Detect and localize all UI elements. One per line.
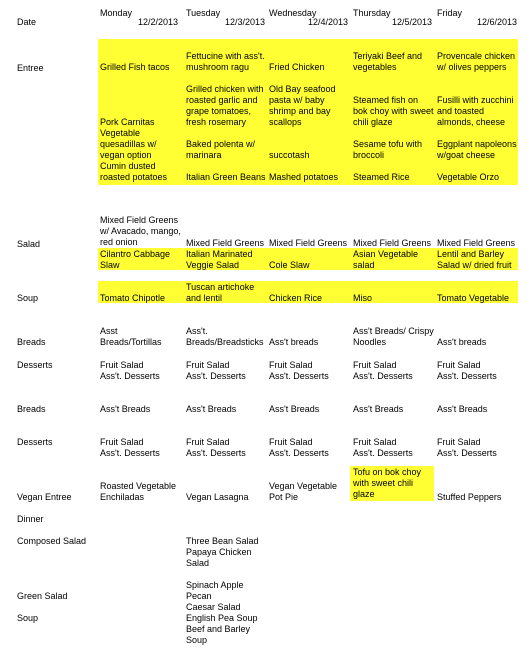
row-label-composed-salad: Composed Salad bbox=[17, 536, 87, 546]
salad-tue-2: Italian Marinated Veggie Salad bbox=[186, 249, 253, 270]
desserts1-tue: Fruit Salad Ass't. Desserts bbox=[186, 360, 246, 381]
day-header-tuesday: Tuesday bbox=[186, 8, 221, 18]
desserts1-wed: Fruit Salad Ass't. Desserts bbox=[269, 360, 329, 381]
desserts2-wed: Fruit Salad Ass't. Desserts bbox=[269, 437, 329, 458]
vegan-tue: Vegan Lasagna bbox=[186, 492, 249, 502]
row-label-dinner: Dinner bbox=[17, 514, 44, 524]
salad-thu-1: Mixed Field Greens bbox=[353, 238, 432, 248]
salad-fri-2: Lentil and Barley Salad w/ dried fruit bbox=[437, 249, 512, 270]
row-label-breads-2: Breads bbox=[17, 404, 46, 414]
row-label-soup: Soup bbox=[17, 293, 39, 303]
breads1-mon: Asst Breads/Tortillas bbox=[100, 326, 162, 347]
date-monday: 12/2/2013 bbox=[137, 17, 178, 27]
salad-thu-2: Asian Vegetable salad bbox=[353, 249, 419, 270]
date-wednesday: 12/4/2013 bbox=[307, 17, 348, 27]
soup-wed: Chicken Rice bbox=[269, 293, 323, 303]
breads1-tue: Ass't. Breads/Breadsticks bbox=[186, 326, 264, 347]
desserts1-thu: Fruit Salad Ass't. Desserts bbox=[353, 360, 413, 381]
soup-thu: Miso bbox=[353, 293, 373, 303]
entree-fri-2: Fusilli with zucchini and toasted almonds, cheese bbox=[437, 95, 514, 127]
entree-wed-2: Old Bay seafood pasta w/ baby shrimp and bay scallops bbox=[269, 84, 336, 127]
entree-mon-3: Pork Carnitas Vegetable quesadillas w/ vegan option Cumin dusted roasted potatoes bbox=[100, 117, 168, 182]
salad-tue-1: Mixed Field Greens bbox=[186, 238, 265, 248]
row-label-breads-1: Breads bbox=[17, 337, 46, 347]
entree-wed-1: Fried Chicken bbox=[269, 62, 325, 72]
row-label-desserts-2: Desserts bbox=[17, 437, 53, 447]
entree-fri-1: Provencale chicken w/ olives peppers bbox=[437, 51, 516, 72]
desserts2-mon: Fruit Salad Ass't. Desserts bbox=[100, 437, 160, 458]
date-friday: 12/6/2013 bbox=[476, 17, 517, 27]
desserts2-tue: Fruit Salad Ass't. Desserts bbox=[186, 437, 246, 458]
breads1-fri: Ass't breads bbox=[437, 337, 487, 347]
highlight-entree-mon-block1 bbox=[98, 39, 182, 83]
salad-mon-2: Cilantro Cabbage Slaw bbox=[100, 249, 171, 270]
desserts2-fri: Fruit Salad Ass't. Desserts bbox=[437, 437, 497, 458]
breads2-wed: Ass't Breads bbox=[269, 404, 320, 414]
entree-tue-1: Fettucine with ass't. mushroom ragu bbox=[186, 51, 265, 72]
entree-wed-4: Mashed potatoes bbox=[269, 172, 339, 182]
salad-wed-1: Mixed Field Greens bbox=[269, 238, 348, 248]
entree-tue-2: Grilled chicken with roasted garlic and grape tomatoes, fresh rosemary bbox=[186, 84, 264, 127]
vegan-wed: Vegan Vegetable Pot Pie bbox=[269, 481, 338, 502]
soup-fri: Tomato Vegetable bbox=[437, 293, 510, 303]
row-label-green-salad: Green Salad bbox=[17, 591, 68, 601]
dinner-green-salad: Spinach Apple Pecan Caesar Salad bbox=[186, 580, 244, 612]
breads1-wed: Ass't breads bbox=[269, 337, 319, 347]
entree-thu-2: Steamed fish on bok choy with sweet chili glaze bbox=[353, 95, 434, 127]
soup-tue: Tuscan artichoke and lentil bbox=[186, 282, 255, 303]
dinner-soup: English Pea Soup Beef and Barley Soup bbox=[186, 613, 258, 645]
date-thursday: 12/5/2013 bbox=[391, 17, 432, 27]
day-header-friday: Friday bbox=[437, 8, 463, 18]
vegan-thu: Tofu on bok choy with sweet chili glaze bbox=[353, 467, 422, 499]
date-tuesday: 12/3/2013 bbox=[224, 17, 265, 27]
breads2-fri: Ass't Breads bbox=[437, 404, 488, 414]
row-label-dinner-soup: Soup bbox=[17, 613, 39, 623]
vegan-mon: Roasted Vegetable Enchiladas bbox=[100, 481, 177, 502]
entree-tue-3: Baked polenta w/ marinara bbox=[186, 139, 256, 160]
soup-mon: Tomato Chipotle bbox=[100, 293, 166, 303]
desserts1-mon: Fruit Salad Ass't. Desserts bbox=[100, 360, 160, 381]
salad-mon-1: Mixed Field Greens w/ Avacado, mango, red onion bbox=[100, 215, 181, 247]
breads2-tue: Ass't Breads bbox=[186, 404, 237, 414]
row-label-desserts-1: Desserts bbox=[17, 360, 53, 370]
row-label-salad: Salad bbox=[17, 239, 41, 249]
desserts1-fri: Fruit Salad Ass't. Desserts bbox=[437, 360, 497, 381]
entree-fri-3: Eggplant napoleons w/goat cheese bbox=[437, 139, 517, 160]
breads2-mon: Ass't Breads bbox=[100, 404, 151, 414]
entree-thu-3: Sesame tofu with broccoli bbox=[353, 139, 423, 160]
day-header-monday: Monday bbox=[100, 8, 133, 18]
entree-fri-4: Vegetable Orzo bbox=[437, 172, 500, 182]
vegan-fri: Stuffed Peppers bbox=[437, 492, 502, 502]
salad-fri-1: Mixed Field Greens bbox=[437, 238, 516, 248]
entree-wed-3: succotash bbox=[269, 150, 310, 160]
breads2-thu: Ass't Breads bbox=[353, 404, 404, 414]
entree-thu-4: Steamed Rice bbox=[353, 172, 410, 182]
highlight-entree-wed-block1 bbox=[266, 39, 350, 83]
entree-tue-4: Italian Green Beans bbox=[186, 172, 266, 182]
entree-thu-1: Teriyaki Beef and vegetables bbox=[353, 51, 423, 72]
row-label-entree: Entree bbox=[17, 63, 44, 73]
salad-wed-2: Cole Slaw bbox=[269, 260, 310, 270]
day-header-thursday: Thursday bbox=[353, 8, 391, 18]
row-label-vegan-entree: Vegan Entree bbox=[17, 492, 72, 502]
desserts2-thu: Fruit Salad Ass't. Desserts bbox=[353, 437, 413, 458]
day-header-wednesday: Wednesday bbox=[269, 8, 317, 18]
breads1-thu: Ass't Breads/ Crispy Noodles bbox=[353, 326, 434, 347]
dinner-composed-salad: Three Bean Salad Papaya Chicken Salad bbox=[186, 536, 259, 568]
entree-mon-1: Grilled Fish tacos bbox=[100, 62, 170, 72]
date-label: Date bbox=[17, 17, 37, 27]
